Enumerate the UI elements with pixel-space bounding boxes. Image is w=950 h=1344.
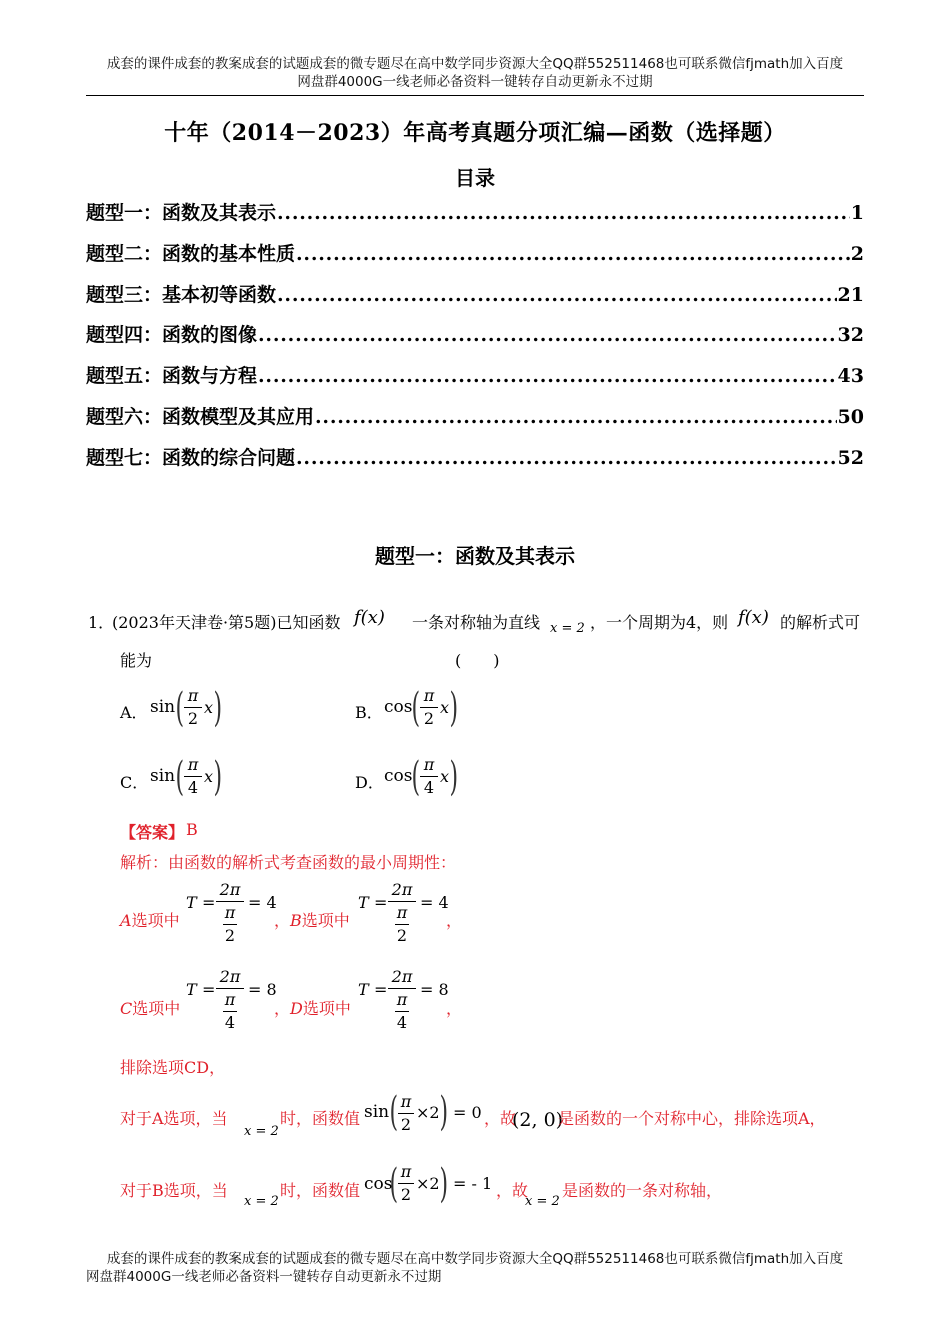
header-line-2: 网盘群4000G一线老师必备资料一键转存自动更新永不过期 (297, 74, 653, 90)
toc-label: 题型三：基本初等函数 (86, 283, 277, 306)
toc-label: 题型四：函数的图像 (86, 324, 258, 347)
axis-equation: x = 2 (550, 621, 585, 636)
period-d-fraction: 2π π 4 (388, 967, 416, 1033)
footer-line-2: 网盘群4000G一线老师必备资料一键转存自动更新永不过期 (86, 1269, 442, 1285)
period-b-fraction: 2π π 2 (388, 880, 416, 946)
toc-entry[interactable] (86, 239, 864, 280)
toc-page: 52 (837, 446, 864, 469)
period-a-label: A选项中 (120, 911, 180, 930)
line-b-pre: 对于B选项，当 (120, 1181, 228, 1200)
symmetry-center: (2, 0) (512, 1109, 564, 1131)
toc-label: 题型六：函数模型及其应用 (86, 405, 315, 428)
question-number: 1． (88, 613, 115, 632)
period-c-fraction: 2π π 4 (216, 967, 244, 1033)
toc-label: 题型五：函数与方程 (86, 365, 258, 388)
section-title: 题型一：函数及其表示 (375, 544, 575, 568)
toc-label: 题型一：函数及其表示 (86, 202, 277, 224)
option-c-func: sin (150, 766, 176, 786)
option-c-letter[interactable]: C． (120, 773, 149, 792)
toc-page: 2 (850, 242, 864, 265)
toc-page: 50 (837, 405, 864, 428)
toc-label: 题型七：函数的综合问题 (86, 446, 296, 469)
question-text-d: 能为 (120, 651, 153, 670)
answer-blank: ( ) (455, 651, 500, 670)
period-c-label: C选项中 (120, 999, 181, 1018)
option-a-fraction: π 2 (184, 686, 202, 729)
answer-intro: 解析：由函数的解析式考查函数的最小周期性： (120, 853, 457, 872)
toc-page: 1 (850, 202, 864, 224)
line-a-pre: 对于A选项，当 (120, 1109, 228, 1128)
option-c-fraction: π 4 (184, 755, 202, 798)
option-d-fraction: π 4 (420, 755, 438, 798)
toc-entry[interactable] (86, 320, 864, 361)
option-a-letter[interactable]: A． (120, 703, 148, 722)
toc-page: 21 (837, 283, 864, 306)
option-b-letter[interactable]: B． (355, 703, 383, 722)
option-b-func: cos (384, 697, 413, 717)
option-a-func: sin (150, 697, 176, 717)
period-b-label: B选项中 (290, 911, 350, 930)
question-text-c: 的解析式可 (780, 613, 861, 632)
option-b-fraction: π 2 (420, 686, 438, 729)
answer-label: 【答案】 (120, 823, 185, 842)
footer-line-1: 成套的课件成套的教案成套的试题成套的微专题尽在高中数学同步资源大全QQ群552511468也可联系微信fjmath加入百度 (106, 1251, 844, 1267)
period-a-fraction: 2π π 2 (216, 880, 244, 946)
period-d-label: D选项中 (290, 999, 351, 1018)
toc-entry[interactable] (86, 361, 864, 402)
page-header (86, 55, 864, 91)
exclude-cd: 排除选项CD， (120, 1058, 226, 1077)
header-divider (86, 95, 864, 96)
option-d-letter[interactable]: D． (355, 773, 384, 792)
document-title: 十年（2014－2023）年高考真题分项汇编—函数（选择题） (164, 120, 786, 146)
question-source: (2023年天津卷·第5题)已知函数 (112, 613, 341, 632)
toc-entry[interactable] (86, 443, 864, 484)
answer-value: B (186, 820, 198, 839)
toc-heading: 目录 (455, 166, 495, 190)
toc-entry[interactable] (86, 280, 864, 321)
question-text-a: 一条对称轴为直线 (412, 613, 541, 632)
header-line-1: 成套的课件成套的教案成套的试题成套的微专题尽在高中数学同步资源大全QQ群552511468也可联系微信fjmath加入百度 (106, 56, 844, 72)
table-of-contents (86, 198, 864, 484)
toc-page: 32 (837, 324, 864, 347)
toc-page: 43 (837, 365, 864, 388)
toc-entry[interactable] (86, 402, 864, 443)
function-fx: f(x) (354, 607, 385, 628)
page-footer (86, 1250, 864, 1286)
function-fx-2: f(x) (738, 607, 769, 628)
option-d-func: cos (384, 766, 413, 786)
toc-entry[interactable] (86, 198, 864, 239)
question-text-b: ，一个周期为4，则 (590, 613, 729, 632)
toc-label: 题型二：函数的基本性质 (86, 242, 296, 265)
